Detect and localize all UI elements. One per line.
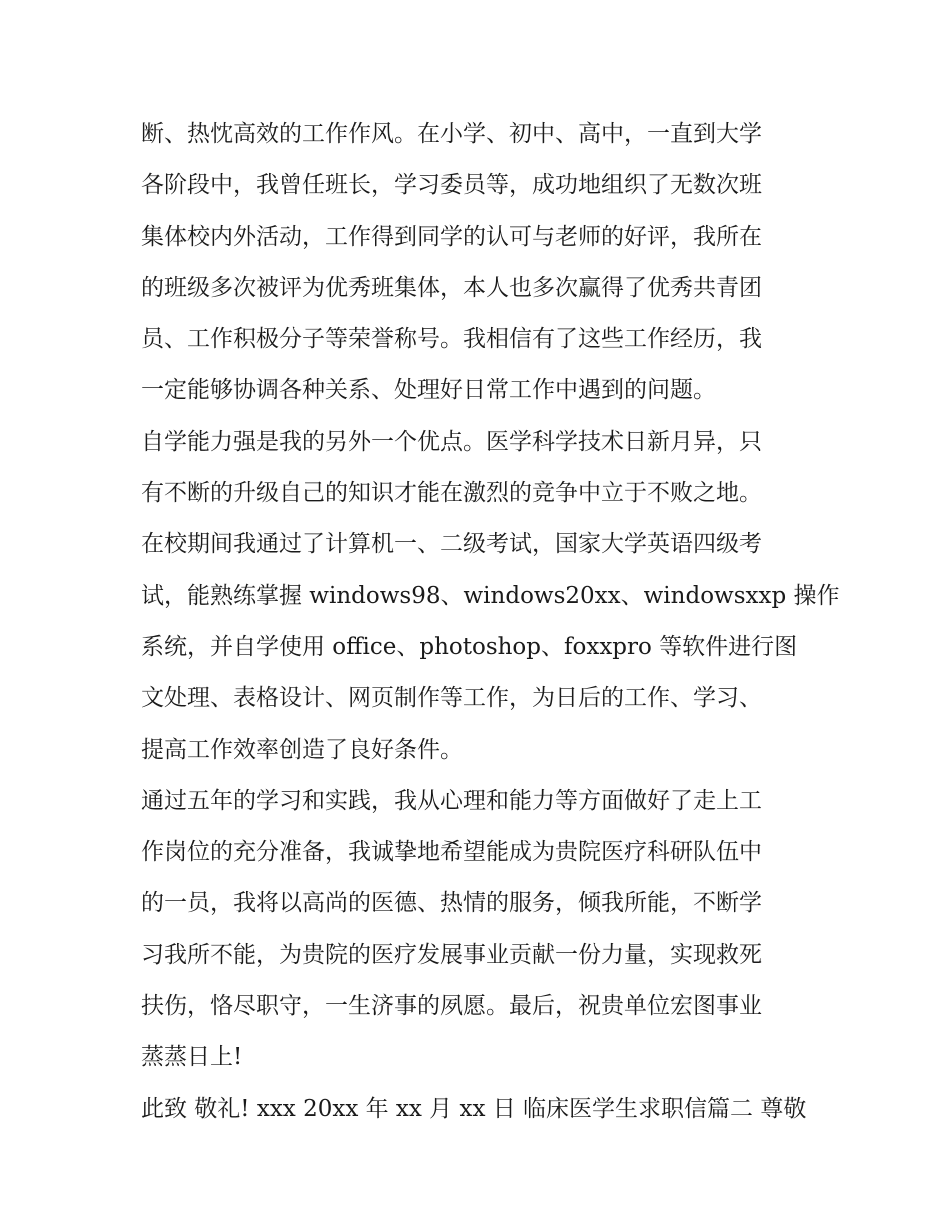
text-line: 有不断的升级自己的知识才能在激烈的竞争中立于不败之地。: [141, 480, 762, 507]
text-line: 自学能力强是我的另外一个优点。医学科学技术日新月异，只: [141, 428, 762, 455]
text-line: 的班级多次被评为优秀班集体，本人也多次赢得了优秀共青团: [141, 274, 762, 301]
text-line: 蒸蒸日上!: [141, 1044, 243, 1071]
text-line: 此致 敬礼! xxx 20xx 年 xx 月 xx 日 临床医学生求职信篇二 尊敬: [141, 1095, 807, 1122]
text-line: 通过五年的学习和实践，我从心理和能力等方面做好了走上工: [141, 787, 762, 814]
text-line: 扶伤，恪尽职守，一生济事的夙愿。最后，祝贵单位宏图事业: [141, 993, 762, 1020]
text-line: 集体校内外活动，工作得到同学的认可与老师的好评，我所在: [141, 223, 762, 250]
text-line: 在校期间我通过了计算机一、二级考试，国家大学英语四级考: [141, 531, 762, 558]
text-line: 员、工作积极分子等荣誉称号。我相信有了这些工作经历，我: [141, 326, 762, 353]
text-line: 作岗位的充分准备，我诚挚地希望能成为贵院医疗科研队伍中: [141, 839, 762, 866]
text-line: 的一员，我将以高尚的医德、热情的服务，倾我所能，不断学: [141, 890, 762, 917]
text-line: 试，能熟练掌握 windows98、windows20xx、windowsxxp 操作: [141, 582, 840, 609]
text-line: 习我所不能，为贵院的医疗发展事业贡献一份力量，实现救死: [141, 941, 762, 968]
text-line: 系统，并自学使用 office、photoshop、foxxpro 等软件进行图: [141, 633, 798, 660]
text-line: 各阶段中，我曾任班长，学习委员等，成功地组织了无数次班: [141, 172, 762, 199]
body-text: [141, 109, 840, 1135]
text-line: 文处理、表格设计、网页制作等工作，为日后的工作、学习、: [141, 685, 762, 712]
text-line: 一定能够协调各种关系、处理好日常工作中遇到的问题。: [141, 377, 716, 404]
text-line: 提高工作效率创造了良好条件。: [141, 736, 463, 763]
text-line: 断、热忱高效的工作作风。在小学、初中、高中，一直到大学: [141, 121, 762, 147]
